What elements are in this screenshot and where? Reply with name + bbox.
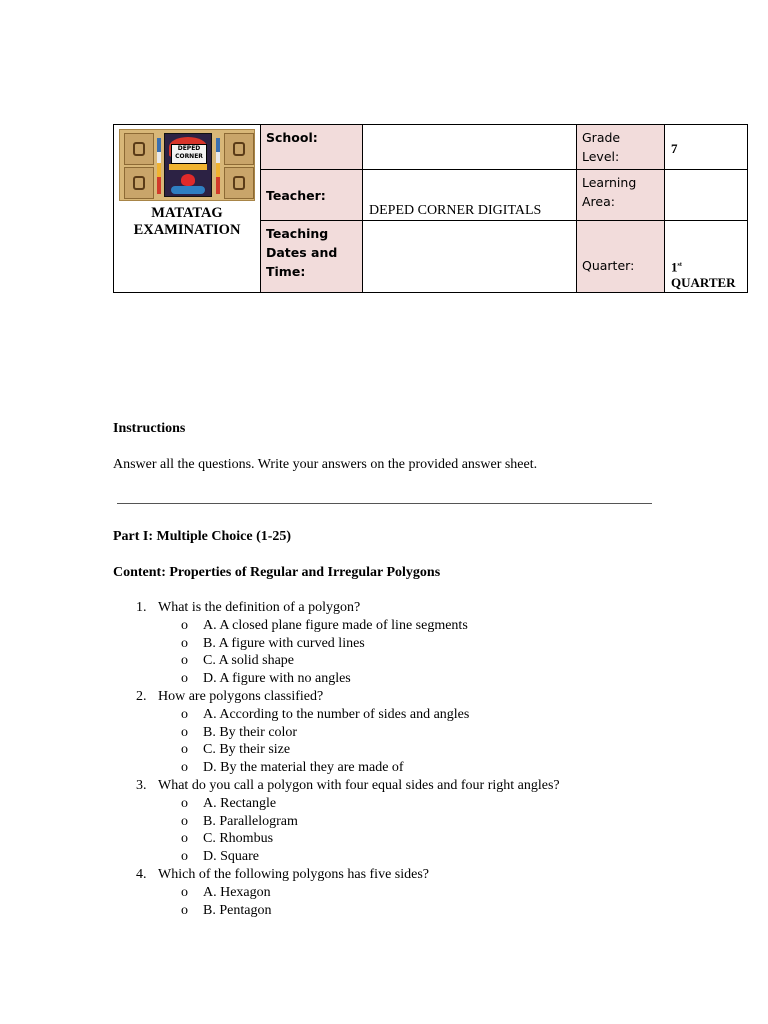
- question-1: [136, 600, 360, 616]
- school-value: [363, 125, 577, 170]
- learning-area-value: [665, 170, 748, 221]
- bullet-icon: o: [181, 671, 188, 687]
- bullet-icon: o: [181, 635, 188, 651]
- logo-cell: [114, 125, 261, 293]
- header-table: [113, 124, 748, 293]
- content-title: Content: Properties of Regular and Irregular Polygons: [113, 565, 441, 580]
- grade-level-value: 7: [665, 125, 748, 170]
- bullet-icon: o: [181, 742, 188, 758]
- option-1-a: [181, 618, 468, 634]
- option-text: D. A figure with no angles: [203, 671, 351, 687]
- question-number: 2.: [136, 689, 147, 704]
- option-text: D. Square: [203, 849, 259, 865]
- question-2: [136, 689, 323, 705]
- option-1-c: [181, 653, 294, 669]
- grade-level-label: Grade Level:: [577, 125, 665, 170]
- heart-icon: [181, 174, 195, 186]
- logo-badge: DEPED CORNER: [171, 144, 207, 164]
- bullet-icon: o: [181, 706, 188, 722]
- bullet-icon: o: [181, 813, 188, 829]
- question-text: Which of the following polygons has five sides?: [158, 867, 430, 882]
- option-text: A. A closed plane figure made of line segments: [203, 617, 468, 633]
- bullet-icon: o: [181, 724, 188, 740]
- option-3-c: [181, 831, 273, 847]
- option-1-b: [181, 636, 365, 652]
- option-text: B. By their color: [203, 724, 298, 740]
- question-number: 1.: [136, 600, 147, 615]
- option-3-b: [181, 814, 298, 830]
- option-text: C. A solid shape: [203, 653, 295, 669]
- option-2-b: [181, 725, 297, 741]
- option-text: C. By their size: [203, 742, 291, 758]
- option-text: C. Rhombus: [203, 831, 274, 847]
- option-2-c: [181, 742, 290, 758]
- option-2-d: [181, 760, 404, 776]
- instructions-text: Answer all the questions. Write your answers on the provided answer sheet.: [113, 457, 538, 472]
- deped-corner-logo: [119, 129, 255, 201]
- teaching-dates-value: [363, 221, 577, 293]
- quarter-value: 1st QUARTER: [665, 221, 748, 293]
- school-label: School:: [261, 125, 363, 170]
- bullet-icon: o: [181, 884, 188, 900]
- bullet-icon: o: [181, 831, 188, 847]
- option-2-a: [181, 707, 469, 723]
- question-text: What is the definition of a polygon?: [158, 600, 361, 615]
- instructions-heading: Instructions: [113, 421, 186, 436]
- option-text: D. By the material they are made of: [203, 760, 404, 776]
- divider-line: [117, 503, 652, 504]
- quarter-label: Quarter:: [577, 221, 665, 293]
- learning-area-label: Learning Area:: [577, 170, 665, 221]
- question-4: [136, 867, 429, 883]
- option-text: B. Pentagon: [203, 902, 272, 918]
- bullet-icon: o: [181, 653, 188, 669]
- option-text: B. A figure with curved lines: [203, 635, 365, 651]
- bullet-icon: o: [181, 795, 188, 811]
- teacher-value: DEPED CORNER DIGITALS: [363, 170, 577, 221]
- question-number: 4.: [136, 867, 147, 882]
- option-text: A. Hexagon: [203, 884, 271, 900]
- question-text: What do you call a polygon with four equal sides and four right angles?: [158, 778, 560, 793]
- exam-title: MATATAG EXAMINATION: [133, 205, 241, 238]
- bullet-icon: o: [181, 849, 188, 865]
- teacher-label: Teacher:: [261, 170, 363, 221]
- option-3-a: [181, 796, 276, 812]
- option-1-d: [181, 671, 351, 687]
- bullet-icon: o: [181, 617, 188, 633]
- question-3: [136, 778, 560, 794]
- bullet-icon: o: [181, 902, 188, 918]
- option-text: B. Parallelogram: [203, 813, 298, 829]
- option-4-b: [181, 903, 271, 919]
- part-title: Part I: Multiple Choice (1-25): [113, 529, 292, 544]
- option-3-d: [181, 849, 259, 865]
- bullet-icon: o: [181, 760, 188, 776]
- option-text: A. Rectangle: [203, 795, 277, 811]
- option-text: A. According to the number of sides and angles: [203, 706, 470, 722]
- question-text: How are polygons classified?: [158, 689, 324, 704]
- option-4-a: [181, 885, 271, 901]
- question-number: 3.: [136, 778, 147, 793]
- teaching-dates-label: Teaching Dates and Time:: [261, 221, 363, 293]
